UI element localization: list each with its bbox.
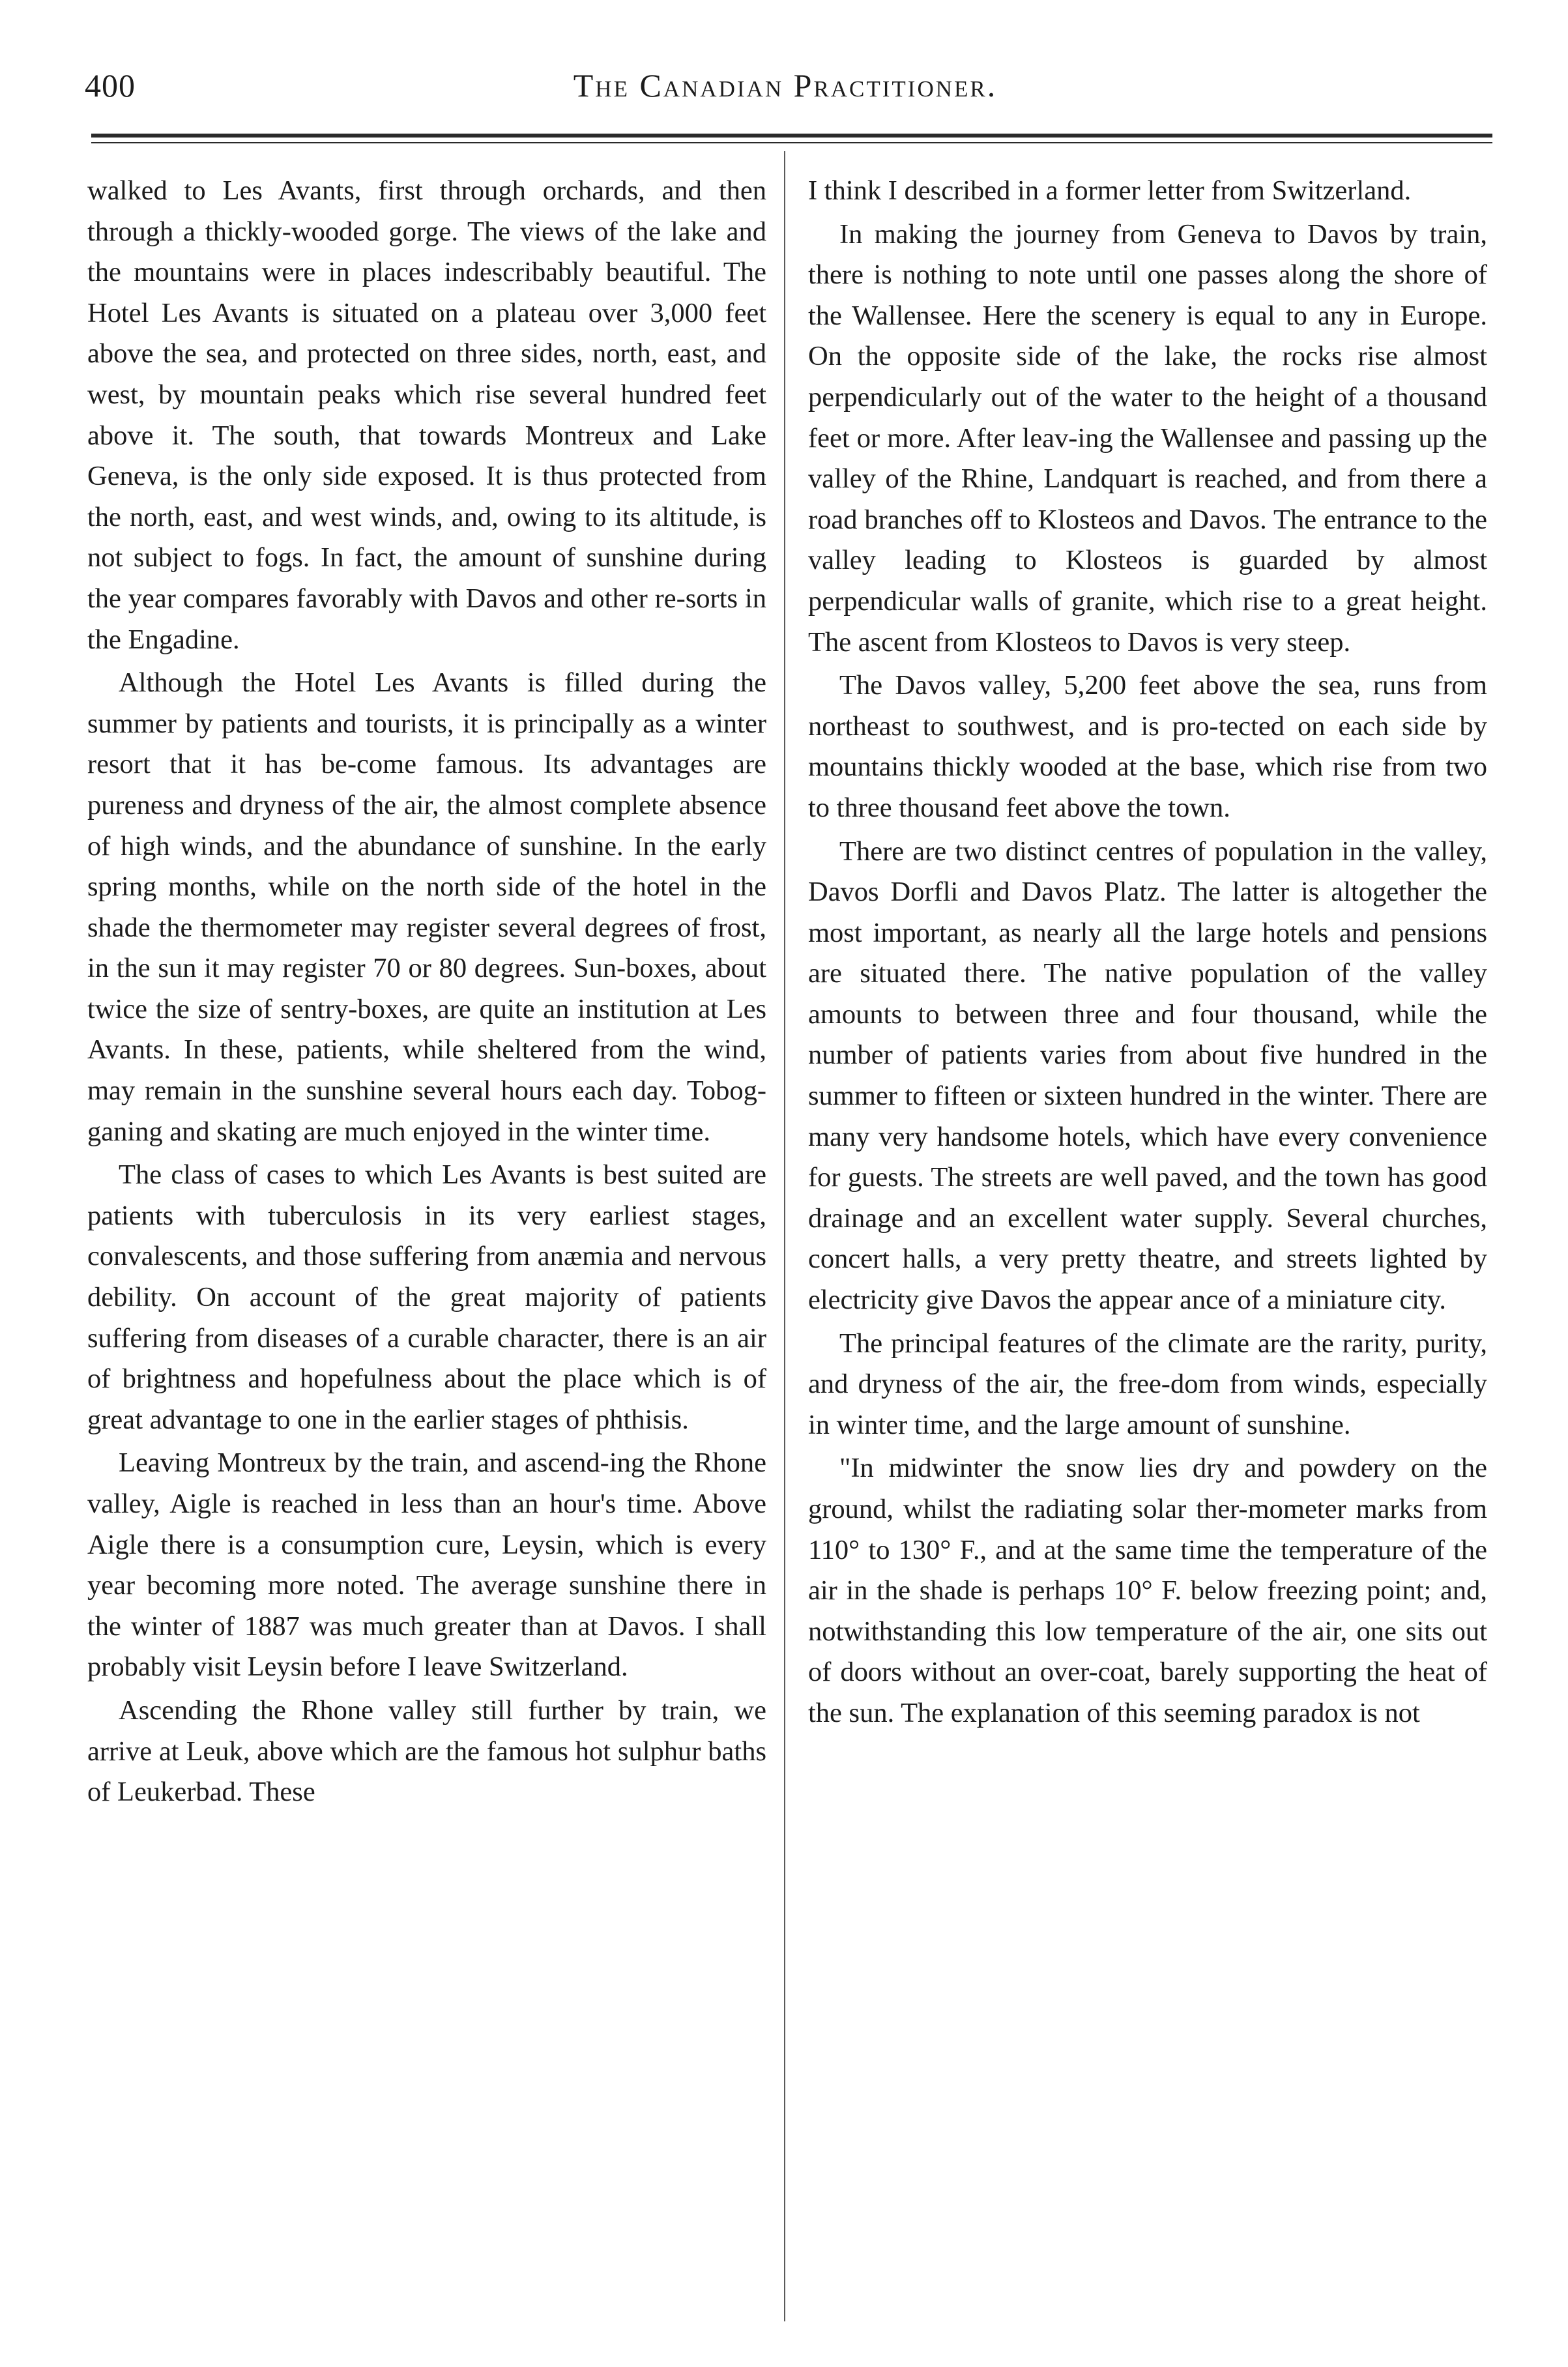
header-rule-thick (91, 134, 1492, 138)
paragraph: Leaving Montreux by the train, and ascend-ing the Rhone valley, Aigle is reached in less than an hour's time. Above Aigle there is a consumption cure, Leysin, which is every year becoming more noted. The average sunshine there in the winter of 1887 was much greater than at Davos. I shall probably visit Leysin before I leave Switzerland. (87, 1447, 766, 1683)
paragraph: walked to Les Avants, first through orchards, and then through a thickly-wooded gorge. The views of the lake and the mountains were in places indescribably beautiful. The Hotel Les Avants is situated on a plateau over 3,000 feet above the sea, and protected on three sides, north, east, and west, by mountain peaks which rise several hundred feet above it. The south, that towards Montreux and Lake Geneva, is the only side exposed. It is thus protected from the north, east, and west winds, and, owing to its altitude, is not subject to fogs. In fact, the amount of sunshine during the year compares favorably with Davos and other re-sorts in the Engadine. (87, 175, 766, 655)
paragraph: I think I described in a former letter from Switzerland. (808, 175, 1412, 206)
paragraph: There are two distinct centres of population in the valley, Davos Dorfli and Davos Platz. The latter is altogether the most important, as nearly all the large hotels and pensions are situated there. The native population of the valley amounts to between three and four thousand, while the number of patients varies from about five hundred in the summer to fifteen or sixteen hundred in the winter. There are many very handsome hotels, which have every convenience for guests. The streets are well paved, and the town has good drainage and an excellent water supply. Several churches, concert halls, a very pretty theatre, and streets lighted by electricity give Davos the appear ance of a miniature city. (808, 835, 1487, 1316)
left-column (87, 171, 766, 1813)
paragraph: The Davos valley, 5,200 feet above the sea, runs from northeast to southwest, and is pro-tected on each side by mountains thickly wooded at the base, which rise from two to three thousand feet above the town. (808, 670, 1487, 823)
paragraph: The class of cases to which Les Avants is best suited are patients with tuberculosis in its very earliest stages, convalescents, and those suffering from anæmia and nervous debility. On account of the great majority of patients suffering from diseases of a curable character, there is an air of brightness and hopefulness about the place which is of great advantage to one in the earlier stages of phthisis. (87, 1159, 766, 1435)
right-column (808, 171, 1487, 1734)
page-number: 400 (85, 67, 136, 104)
header-rule-thin (91, 142, 1492, 143)
paragraph: "In midwinter the snow lies dry and powdery on the ground, whilst the radiating solar ther-mometer marks from 110° to 130° F., and at the same time the temperature of the air in the shade is perhaps 10° F. below freezing point; and, notwithstanding this low temperature of the air, one sits out of doors without an over-coat, barely supporting the heat of the sun. The explanation of this seeming paradox is not (808, 1453, 1487, 1728)
running-title: The Canadian Practitioner. (573, 67, 998, 104)
paragraph: The principal features of the climate are the rarity, purity, and dryness of the air, the free-dom from winds, especially in winter time, and the large amount of sunshine. (808, 1328, 1487, 1440)
paragraph: In making the journey from Geneva to Davos by train, there is nothing to note until one passes along the shore of the Wallensee. Here the scenery is equal to any in Europe. On the opposite side of the lake, the rocks rise almost perpendicularly out of the water to the height of a thousand feet or more. After leav-ing the Wallensee and passing up the valley of the Rhine, Landquart is reached, and from there a road branches off to Klosteos and Davos. The entrance to the valley leading to Klosteos is guarded by almost perpendicular walls of granite, which rise to a great height. The ascent from Klosteos to Davos is very steep. (808, 218, 1487, 658)
column-divider (784, 151, 785, 2321)
paragraph: Although the Hotel Les Avants is filled during the summer by patients and tourists, it is principally as a winter resort that it has be-come famous. Its advantages are pureness and dryness of the air, the almost complete absence of high winds, and the abundance of sunshine. In the early spring months, while on the north side of the hotel in the shade the thermometer may register several degrees of frost, in the sun it may register 70 or 80 degrees. Sun-boxes, about twice the size of sentry-boxes, are quite an institution at Les Avants. In these, patients, while sheltered from the wind, may remain in the sunshine several hours each day. Tobog-ganing and skating are much enjoyed in the winter time. (87, 667, 766, 1147)
paragraph: Ascending the Rhone valley still further by train, we arrive at Leuk, above which are the famous hot sulphur baths of Leukerbad. These (87, 1694, 766, 1808)
page-header (78, 60, 1492, 119)
